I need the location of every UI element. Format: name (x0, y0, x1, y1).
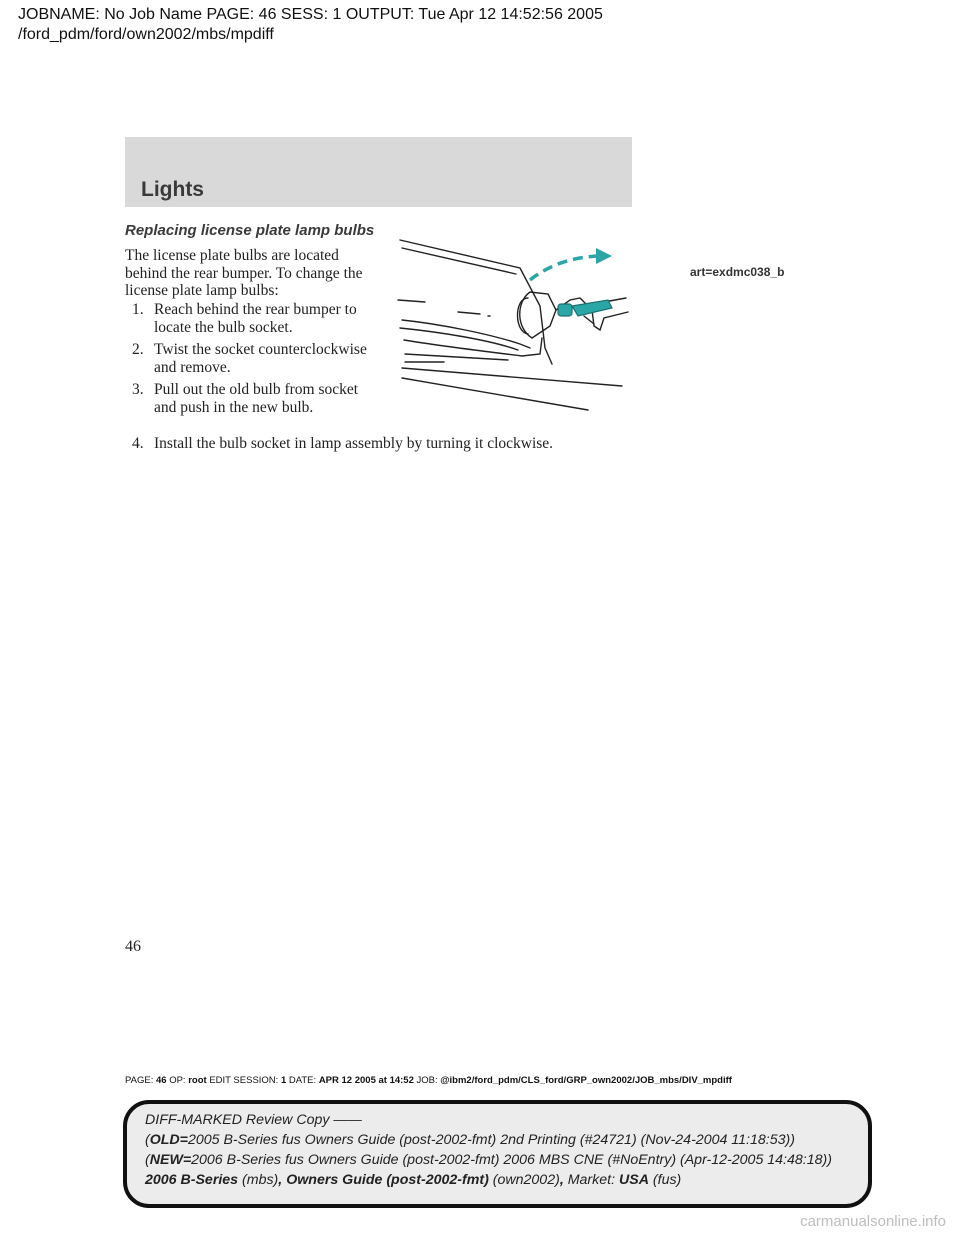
step-text: Pull out the old bulb from socket and push in the new bulb. (154, 381, 359, 416)
job-header-line2: /ford_pdm/ford/own2002/mbs/mpdiff (18, 26, 274, 43)
review-new-text: 2006 B-Series fus Owners Guide (post-2002-fmt) 2006 MBS CNE (#NoEntry) (Apr-12-2005 14:48:18)) (191, 1152, 832, 1168)
footer-date-value: APR 12 2005 at 14:52 (318, 1075, 414, 1086)
step-number: 1. (132, 301, 144, 318)
review-meta-line (145, 1172, 681, 1188)
review-old-text: 2005 B-Series fus Owners Guide (post-2002-fmt) 2nd Printing (#24721) (Nov-24-2004 11:18:53)) (187, 1132, 795, 1148)
step-text: Install the bulb socket in lamp assembly by turning it clockwise. (154, 435, 554, 452)
step-text: Reach behind the rear bumper to locate the bulb socket. (154, 301, 357, 336)
review-new-label: NEW= (149, 1152, 192, 1168)
footer-info-line (125, 1075, 732, 1086)
page-number: 46 (125, 938, 141, 955)
review-new-open: ( (145, 1152, 150, 1168)
footer-job-value: @ibm2/ford_pdm/CLS_ford/GRP_own2002/JOB_mbs/DIV_mpdiff (440, 1075, 732, 1086)
section-title: Lights (141, 178, 204, 201)
subheading: Replacing license plate lamp bulbs (125, 222, 375, 239)
footer-page-label: PAGE: (125, 1075, 154, 1086)
section-header-band (125, 137, 632, 207)
watermark: carmanualsonline.info (800, 1213, 946, 1230)
review-model: 2006 B-Series (145, 1172, 239, 1188)
review-guide-code: (own2002) (492, 1172, 560, 1188)
footer-op-value: root (188, 1075, 207, 1086)
review-market: USA (618, 1172, 649, 1188)
review-model-code: (mbs) (242, 1172, 279, 1188)
license-lamp-illustration (380, 228, 640, 428)
intro-paragraph: The license plate bulbs are located behind the rear bumper. To change the license plate lamp bulbs: (125, 247, 363, 299)
review-old-line (145, 1132, 795, 1148)
step-text: Twist the socket counterclockwise and remove. (154, 341, 367, 376)
footer-session-label: EDIT SESSION: (209, 1075, 279, 1086)
review-sep1: , (278, 1172, 283, 1188)
footer-session-value: 1 (280, 1075, 287, 1086)
step-number: 3. (132, 381, 144, 398)
review-sep2: , (559, 1172, 564, 1188)
review-old-label: OLD= (149, 1132, 188, 1148)
review-guide: Owners Guide (post-2002-fmt) (286, 1172, 489, 1188)
review-copy-box (123, 1100, 872, 1208)
footer-op-label: OP: (169, 1075, 186, 1086)
footer-job-label: JOB: (416, 1075, 438, 1086)
job-header-line1: JOBNAME: No Job Name PAGE: 46 SESS: 1 OUTPUT: Tue Apr 12 14:52:56 2005 (18, 6, 603, 23)
footer-date-label: DATE: (288, 1075, 317, 1086)
review-title: DIFF-MARKED Review Copy —— (145, 1112, 362, 1128)
art-reference-label: art=exdmc038_b (690, 265, 785, 279)
step-number: 2. (132, 341, 144, 358)
review-market-label: Market: (567, 1172, 616, 1188)
review-new-line (145, 1152, 832, 1168)
footer-page-value: 46 (155, 1075, 167, 1086)
review-market-code: (fus) (652, 1172, 682, 1188)
review-old-open: ( (145, 1132, 150, 1148)
step-number: 4. (132, 435, 144, 452)
